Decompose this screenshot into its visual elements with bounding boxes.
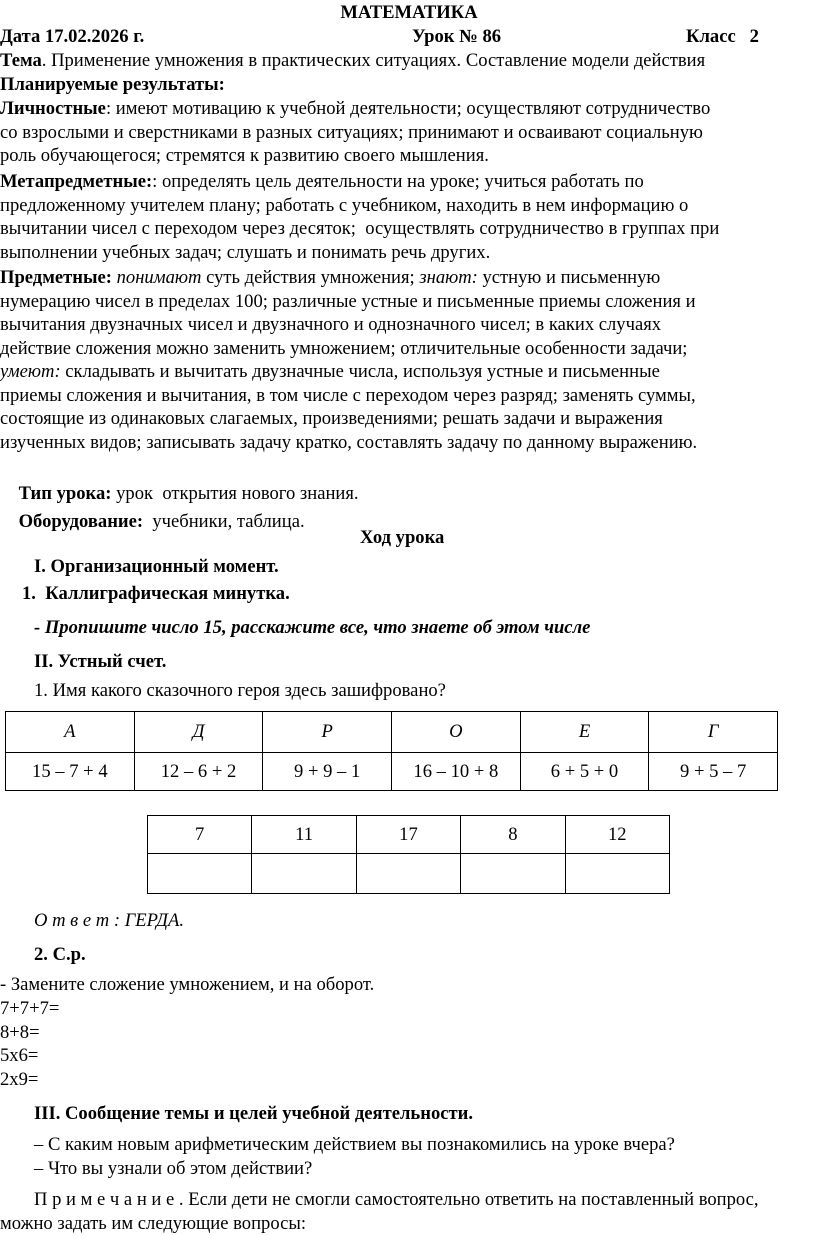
topic-text: . Применение умножения в практических ситуациях. Составление модели действия	[41, 50, 706, 71]
letter-cell: А	[6, 712, 135, 753]
topic-line	[0, 49, 816, 73]
section-oral-count: II. Устный счет.	[34, 651, 167, 672]
number-cell: 8	[461, 816, 565, 854]
calligraphy-item: 1. Каллиграфическая минутка.	[22, 583, 290, 604]
empty-letter-cell	[356, 854, 460, 894]
subject-title: МАТЕМАТИКА	[340, 2, 478, 23]
metasubject-results: Метапредметные:: определять цель деятельности на уроке; учиться работать по предложенному учителем плану; работать с учебником, находить в нем информацию о вычитании чисел с переходом через десяток; осуществлять сотрудничество в группах при выполнении учебных задач; слушать и понимать речь других.	[0, 171, 720, 263]
expression-cell: 16 – 10 + 8	[392, 753, 521, 791]
answer-table	[147, 815, 670, 894]
subject-label: Предметные:	[0, 267, 112, 288]
number-cell: 11	[252, 816, 356, 854]
letter-cell: Р	[263, 712, 392, 753]
empty-letter-cell	[148, 854, 252, 894]
question-what-learned: – Что вы узнали об этом действии?	[34, 1158, 313, 1179]
exercise-item: 7+7+7=	[0, 998, 60, 1019]
section-topic-goals: III. Сообщение темы и целей учебной деятельности.	[34, 1103, 474, 1124]
equipment: Оборудование: учебники, таблица.	[18, 510, 305, 532]
expression-cell: 6 + 5 + 0	[520, 753, 649, 791]
expression-cell: 9 + 9 – 1	[263, 753, 392, 791]
note-label: П р и м е ч а н и е .	[34, 1189, 184, 1210]
teacher-note: П р и м е ч а н и е . Если дети не смогли самостоятельно ответить на поставленный вопрос, можно задать им следующие вопросы:	[0, 1189, 759, 1234]
replace-task: - Замените сложение умножением, и на оборот.	[0, 974, 375, 995]
letter-cell: Е	[520, 712, 649, 753]
number-cell: 7	[148, 816, 252, 854]
question-new-action: – С каким новым арифметическим действием вы познакомились на уроке вчера?	[34, 1134, 675, 1155]
answer-text: О т в е т : ГЕРДА.	[34, 910, 184, 931]
letter-cell: Д	[134, 712, 263, 753]
empty-letter-cell	[565, 854, 669, 894]
planned-results-heading: Планируемые результаты:	[0, 74, 225, 95]
topic-label: Тема	[0, 50, 42, 71]
exercise-list	[0, 997, 816, 1091]
expression-cell: 15 – 7 + 4	[6, 753, 135, 791]
letter-cell: О	[392, 712, 521, 753]
course-heading: Ход урока	[360, 527, 445, 548]
subject-results: Предметные: понимают суть действия умножения; знают: устную и письменную нумерацию чисел в пределах 100; различные устные и письменные приемы сложения и вычитания двузначных чисел и двузначного и однозначного чисел; в каких случаях действие сложения можно заменить умножением; отличительные особенности задачи; умеют: складывать и вычитать двузначные числа, используя устные и письменные приемы сложения и вычитания, в том числе с переходом через разряд; заменять суммы, состоящие из одинаковых слагаемых, произведениями; решать задачи и выражения изученных видов; записывать задачу кратко, составлять задачу по данному выражению.	[0, 267, 698, 453]
exercise-item: 8+8=	[0, 1021, 40, 1043]
calligraphy-task: - Пропишите число 15, расскажите все, что знаете об этом числе	[34, 617, 591, 638]
personal-results: Личностные: имеют мотивацию к учебной деятельности; осуществляют сотрудничество со взрослыми и сверстниками в разных ситуациях; принимают и осваивают социальную роль обучающегося; стремятся к развитию своего мышления.	[0, 98, 711, 166]
lesson-date: Дата 17.02.2026 г.	[0, 26, 145, 47]
empty-letter-cell	[461, 854, 565, 894]
personal-label: Личностные	[0, 98, 106, 119]
metasubject-label: Метапредметные:	[0, 171, 153, 192]
exercise-item: 2х9=	[0, 1068, 39, 1090]
cipher-table	[5, 711, 778, 791]
number-cell: 12	[565, 816, 669, 854]
letter-cell: Г	[649, 712, 778, 753]
expression-cell: 9 + 5 – 7	[649, 753, 778, 791]
expression-cell: 12 – 6 + 2	[134, 753, 263, 791]
lesson-number: Урок № 86	[412, 26, 502, 47]
cipher-question: 1. Имя какого сказочного героя здесь зашифровано?	[34, 680, 446, 701]
lesson-type: Тип урока: урок открытия нового знания.	[18, 482, 359, 504]
empty-letter-cell	[252, 854, 356, 894]
exercise-item: 5х6=	[0, 1045, 39, 1066]
number-cell: 17	[356, 816, 460, 854]
section-organizational: I. Организационный момент.	[34, 556, 279, 577]
grade: Класс 2	[686, 26, 759, 47]
independent-work-heading: 2. С.р.	[34, 944, 86, 965]
